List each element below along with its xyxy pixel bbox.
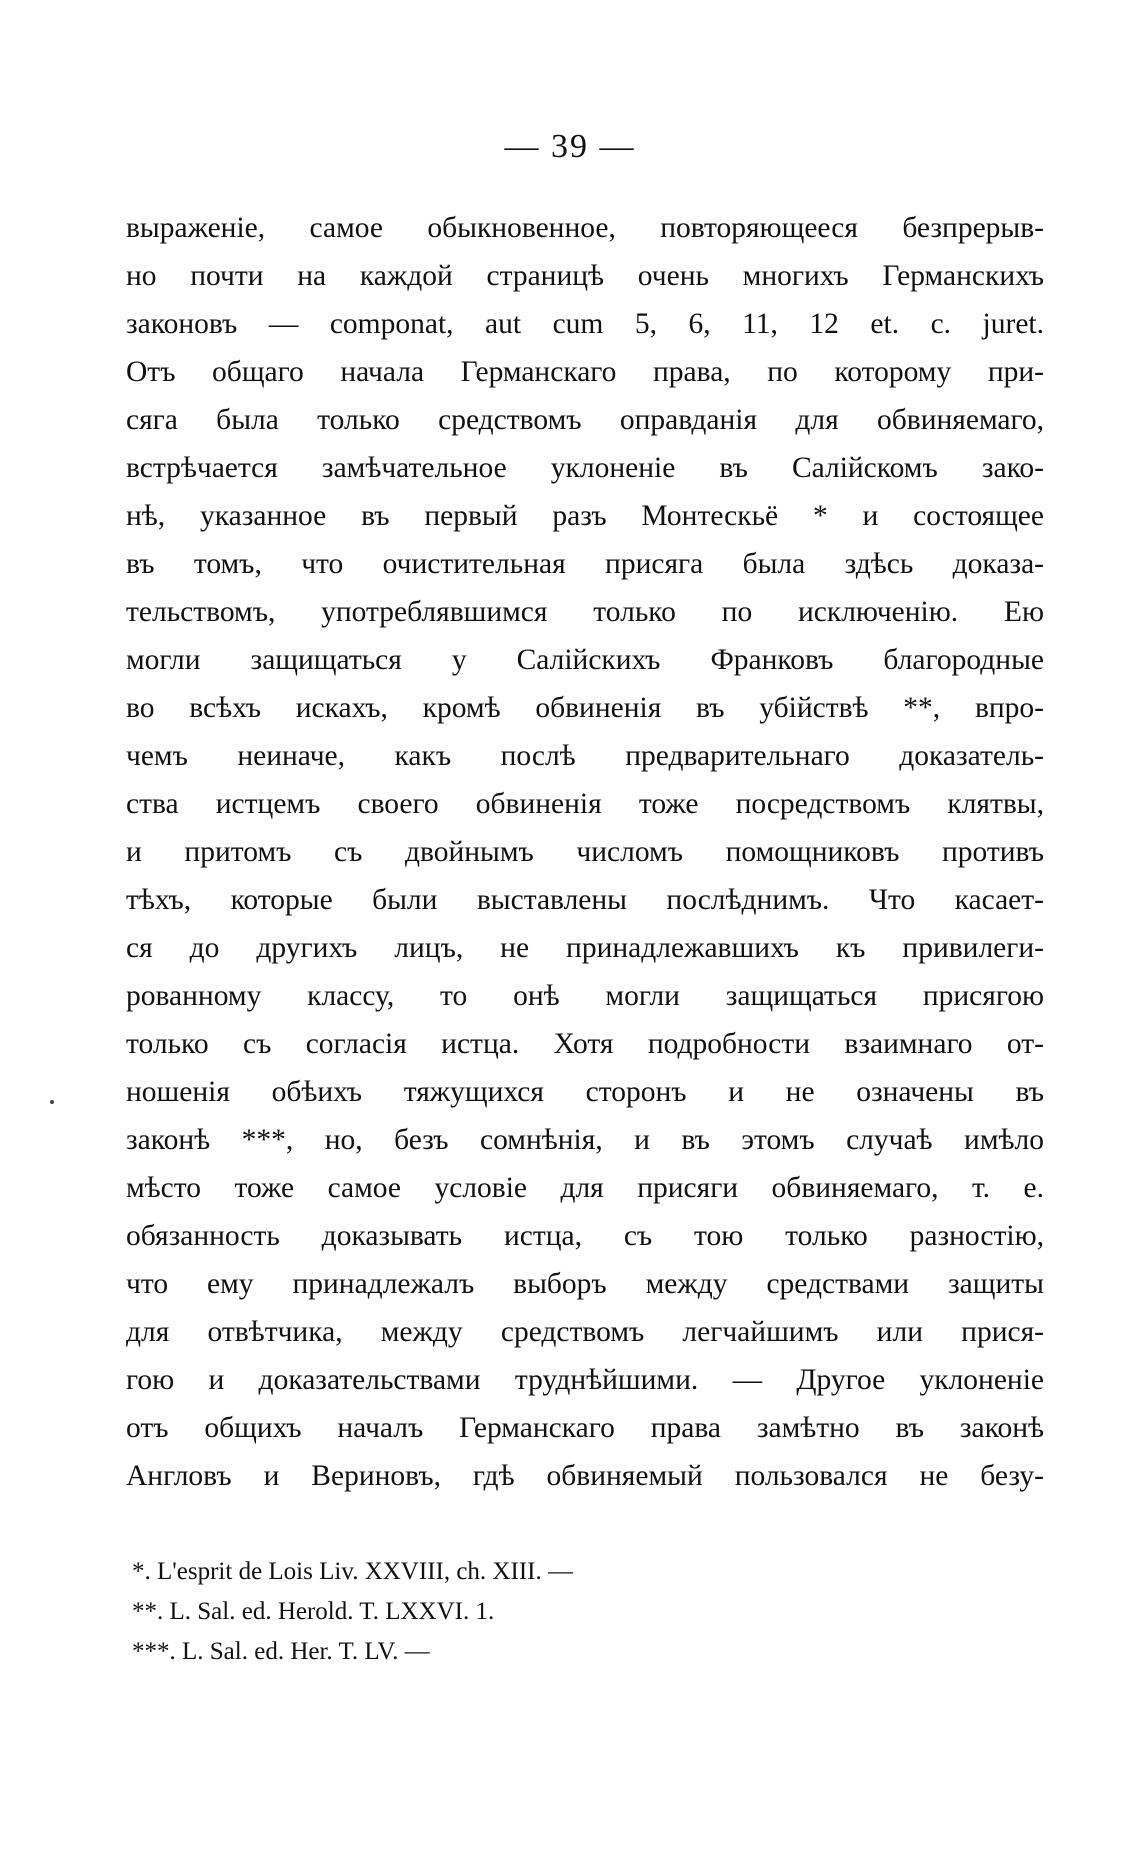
text-line: и притомъ съ двойнымъ числомъ помощниковъ противъ bbox=[126, 836, 1044, 868]
page-number: — 39 — bbox=[504, 128, 636, 165]
text-line: законѣ ***, но, безъ сомнѣнія, и въ этомъ случаѣ имѣло bbox=[126, 1124, 1044, 1156]
text-line: въ томъ, что очистительная присяга была здѣсь доказа- bbox=[126, 548, 1044, 580]
text-line: Англовъ и Вериновъ, гдѣ обвиняемый пользовался не безу- bbox=[126, 1460, 1044, 1492]
text-line: во всѣхъ искахъ, кромѣ обвиненія въ убійствѣ **, впро- bbox=[126, 692, 1044, 724]
text-line: ства истцемъ своего обвиненія тоже посредствомъ клятвы, bbox=[126, 788, 1044, 820]
text-line: законовъ — componat, aut cum 5, 6, 11, 12 et. c. juret. bbox=[126, 308, 1044, 340]
print-speck bbox=[50, 1100, 54, 1104]
text-line: нѣ, указанное въ первый разъ Монтескьё * и состоящее bbox=[126, 500, 1044, 532]
footnote: ***. L. Sal. ed. Her. T. LV. — bbox=[132, 1638, 430, 1665]
footnote: **. L. Sal. ed. Herold. T. LXXVI. 1. bbox=[132, 1598, 495, 1625]
text-line: только съ согласія истца. Хотя подробности взаимнаго от- bbox=[126, 1028, 1044, 1060]
text-line: могли защищаться у Салійскихъ Франковъ благородные bbox=[126, 644, 1044, 676]
text-line: гою и доказательствами труднѣйшими. — Другое уклоненіе bbox=[126, 1364, 1044, 1396]
text-line: выраженіе, самое обыкновенное, повторяющееся безпрерыв- bbox=[126, 212, 1044, 244]
text-line: сяга была только средствомъ оправданія для обвиняемаго, bbox=[126, 404, 1044, 436]
text-line: тѣхъ, которые были выставлены послѣднимъ. Что касает- bbox=[126, 884, 1044, 916]
text-line: встрѣчается замѣчательное уклоненіе въ Салійскомъ зако- bbox=[126, 452, 1044, 484]
text-line: Отъ общаго начала Германскаго права, по которому при- bbox=[126, 356, 1044, 388]
text-line: что ему принадлежалъ выборъ между средствами защиты bbox=[126, 1268, 1044, 1300]
text-line: для отвѣтчика, между средствомъ легчайшимъ или прися- bbox=[126, 1316, 1044, 1348]
footnotes bbox=[132, 1552, 832, 1672]
text-line: но почти на каждой страницѣ очень многихъ Германскихъ bbox=[126, 260, 1044, 292]
body-text bbox=[126, 204, 1044, 1500]
text-line: ношенія обѣихъ тяжущихся сторонъ и не означены въ bbox=[126, 1076, 1044, 1108]
text-line: мѣсто тоже самое условіе для присяги обвиняемаго, т. е. bbox=[126, 1172, 1044, 1204]
text-line: рованному классу, то онѣ могли защищаться присягою bbox=[126, 980, 1044, 1012]
footnote: *. L'esprit de Lois Liv. XXVIII, ch. XIII. — bbox=[132, 1558, 573, 1585]
text-line: обязанность доказывать истца, съ тою только разностію, bbox=[126, 1220, 1044, 1252]
text-line: чемъ неиначе, какъ послѣ предварительнаго доказатель- bbox=[126, 740, 1044, 772]
text-line: ся до другихъ лицъ, не принадлежавшихъ къ привилеги- bbox=[126, 932, 1044, 964]
text-line: отъ общихъ началъ Германскаго права замѣтно въ законѣ bbox=[126, 1412, 1044, 1444]
text-line: тельствомъ, употреблявшимся только по исключенію. Ею bbox=[126, 596, 1044, 628]
